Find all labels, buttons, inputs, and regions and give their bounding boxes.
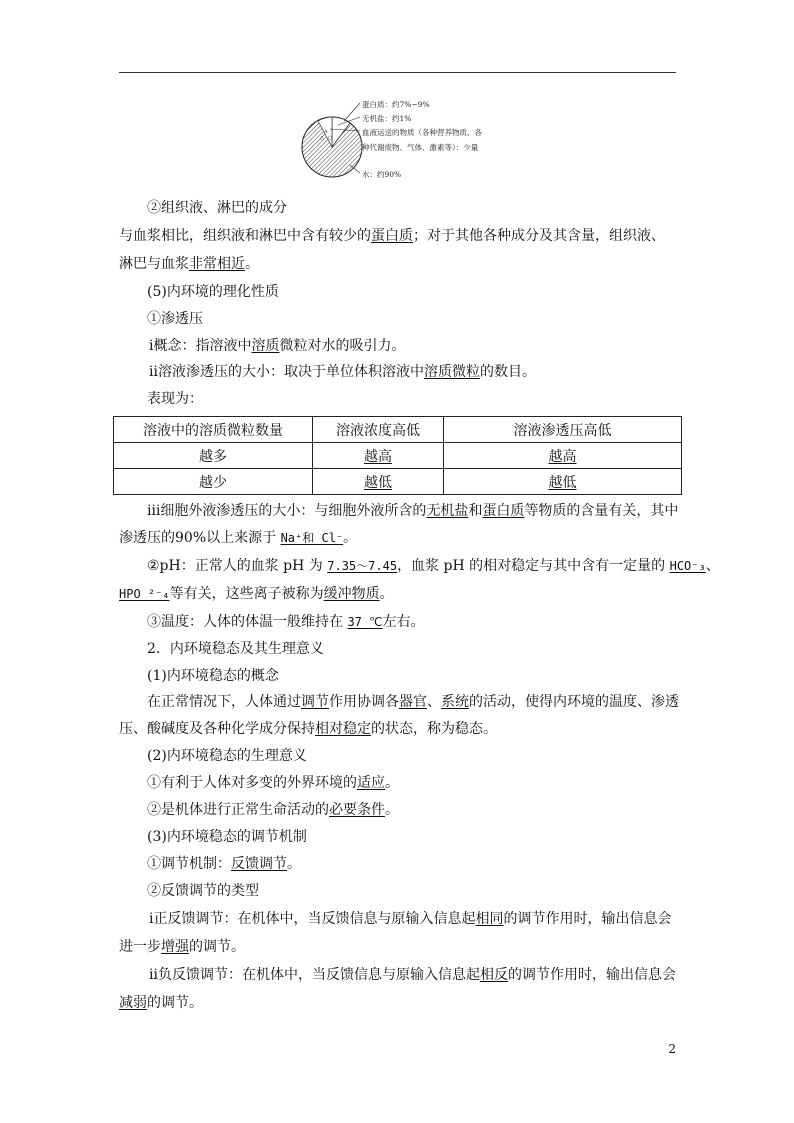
paragraph: ②是机体进行正常生命活动的必要条件。 [147, 802, 399, 818]
paragraph: HPO ²⁻₄等有关，这些离子被称为缓冲物质。 [119, 586, 394, 602]
salt-label: 无机盐：约1% [362, 114, 412, 123]
paragraph: 进一步增强的调节。 [119, 939, 245, 955]
paragraph: ⅱ溶液渗透压的大小：取决于单位体积溶液中溶质微粒的数目。 [149, 364, 536, 380]
paragraph: ②pH：正常人的血浆 pH 为 7.35～7.45，血浆 pH 的相对稳定与其中含有一定量的 HCO⁻₃、 [147, 558, 720, 574]
table-row [114, 443, 682, 469]
paragraph: ①有利于人体对多变的外界环境的适应。 [147, 775, 399, 791]
paragraph: ⅲ细胞外液渗透压的大小：与细胞外液所含的无机盐和蛋白质等物质的含量有关，其中 [147, 503, 679, 519]
paragraph: 与血浆相比，组织液和淋巴中含有较少的蛋白质；对于其他各种成分及其含量，组织液、 [119, 228, 665, 244]
table-cell: 越低 [313, 469, 444, 495]
transport-label-line2: 种代谢废物、气体、激素等）：少量 [362, 143, 479, 152]
protein-label: 蛋白质：约7%~9% [362, 100, 430, 109]
page-number: 2 [668, 1042, 676, 1056]
subsection-heading: (2)内环境稳态的生理意义 [147, 748, 307, 764]
water-label: 水：约90% [362, 170, 402, 179]
paragraph: 在正常情况下，人体通过调节作用协调各器官、系统的活动，使得内环境的温度、渗透 [147, 694, 679, 710]
paragraph: ①渗透压 [147, 311, 203, 327]
paragraph: ②组织液、淋巴的成分 [147, 200, 287, 216]
paragraph: ⅱ负反馈调节：在机体中，当反馈信息与原输入信息起相反的调节作用时，输出信息会 [149, 967, 676, 983]
table-header-cell: 溶液渗透压高低 [444, 417, 682, 443]
paragraph: 减弱的调节。 [119, 995, 203, 1011]
plasma-composition-figure [300, 95, 500, 185]
section-heading: (5)内环境的理化性质 [147, 284, 279, 300]
paragraph: ③温度：人体的体温一般维持在 37 ℃左右。 [147, 614, 425, 630]
table-cell: 越高 [444, 443, 682, 469]
paragraph: ②反馈调节的类型 [147, 883, 259, 899]
subsection-heading: (1)内环境稳态的概念 [147, 668, 279, 684]
table-row [114, 469, 682, 495]
paragraph: ⅰ正反馈调节：在机体中，当反馈信息与原输入信息起相同的调节作用时，输出信息会 [149, 911, 672, 927]
table-cell: 越多 [114, 443, 313, 469]
svg-text:△: △ [320, 135, 324, 141]
paragraph: 压、酸碱度及各种化学成分保持相对稳定的状态，称为稳态。 [119, 721, 497, 737]
osmotic-pressure-table [113, 416, 682, 495]
table-header-row [114, 417, 682, 443]
paragraph: 渗透压的90%以上来源于 Na⁺和 Cl⁻。 [119, 530, 358, 546]
table-header-cell: 溶液浓度高低 [313, 417, 444, 443]
paragraph: ⅰ概念：指溶液中溶质微粒对水的吸引力。 [149, 338, 406, 354]
transport-label-line1: 血液运送的物质（各种营养物质、各 [362, 128, 482, 137]
paragraph: ①调节机制：反馈调节。 [147, 856, 301, 872]
section-heading: 2．内环境稳态及其生理意义 [147, 641, 324, 657]
paragraph: 淋巴与血浆非常相近。 [119, 256, 259, 272]
subsection-heading: (3)内环境稳态的调节机制 [147, 829, 307, 845]
paragraph: 表现为： [147, 391, 203, 407]
svg-text:○: ○ [328, 135, 333, 141]
table-cell: 越高 [313, 443, 444, 469]
svg-text:A: A [324, 129, 328, 135]
table-cell: 越低 [444, 469, 682, 495]
table-header-cell: 溶液中的溶质微粒数量 [114, 417, 313, 443]
header-rule [119, 72, 676, 73]
table-cell: 越少 [114, 469, 313, 495]
